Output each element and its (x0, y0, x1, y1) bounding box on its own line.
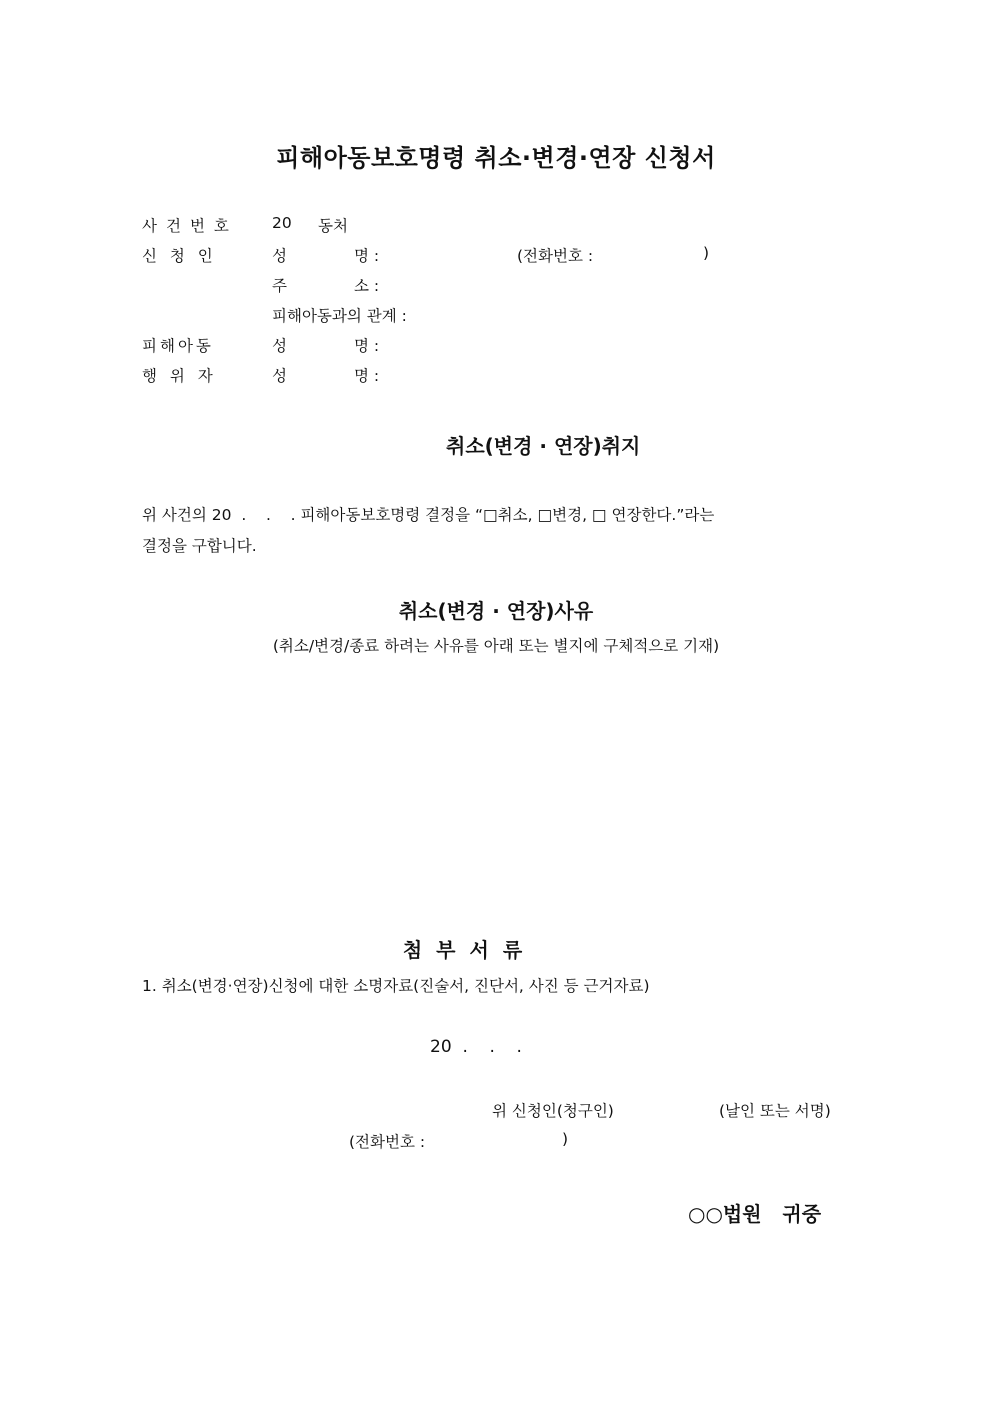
child-label: 피해아동 (142, 337, 214, 355)
actor-name-label: 성 (272, 367, 287, 385)
attachments-heading: 첨부서류 (402, 938, 537, 962)
purpose-line-1: 위 사건의 20 . . . 피해아동보호명령 결정을 “□취소, □변경, □ 연장한다.”라는 (142, 506, 715, 524)
attachment-item-1: 1. 취소(변경·연장)신청에 대한 소명자료(진술서, 진단서, 사진 등 근거자료) (142, 977, 650, 995)
child-name-label-2: 명 : (354, 337, 380, 355)
signature-applicant: 위 신청인(청구인) (492, 1102, 614, 1120)
purpose-line-2: 결정을 구합니다. (142, 537, 257, 555)
case-type: 동처 (318, 217, 348, 235)
actor-label: 행 위 자 (142, 367, 217, 385)
actor-name-label-2: 명 : (354, 367, 380, 385)
document-title: 피해아동보호명령 취소·변경·연장 신청서 (276, 144, 716, 172)
child-name-label: 성 (272, 337, 287, 355)
applicant-address-label: 주 (272, 277, 287, 295)
reason-note: (취소/변경/종료 하려는 사유를 아래 또는 별지에 구체적으로 기재) (272, 637, 720, 655)
applicant-label: 신 청 인 (142, 247, 217, 265)
case-year: 20 (272, 214, 292, 232)
signature-seal: (날인 또는 서명) (719, 1102, 831, 1120)
reason-heading: 취소(변경 · 연장)사유 (398, 599, 594, 623)
case-number-label: 사건번호 (142, 217, 238, 235)
court-addressee: ○○법원 귀중 (688, 1202, 822, 1226)
applicant-name-label-2: 명 : (354, 247, 380, 265)
applicant-phone-close: ) (703, 244, 710, 262)
applicant-name-label: 성 (272, 247, 287, 265)
applicant-phone-label: (전화번호 : (517, 247, 594, 265)
applicant-relation-label: 피해아동과의 관계 : (272, 307, 407, 325)
signature-phone-close: ) (562, 1130, 569, 1148)
filing-date: 20 . . . (430, 1037, 522, 1057)
signature-phone-label: (전화번호 : (349, 1133, 426, 1151)
applicant-address-label-2: 소 : (354, 277, 380, 295)
purpose-heading: 취소(변경 · 연장)취지 (446, 434, 641, 458)
